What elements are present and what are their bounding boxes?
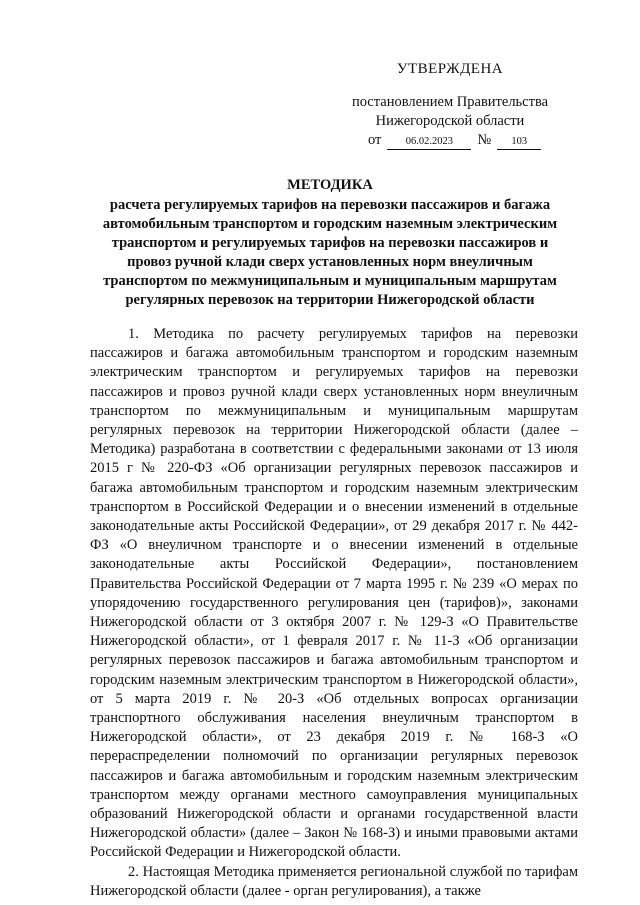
- approval-stamp: [330, 60, 570, 150]
- number-label: №: [477, 132, 492, 148]
- approval-date: 06.02.2023: [387, 135, 471, 150]
- approval-line-2: Нижегородской области: [375, 113, 525, 129]
- approval-date-row: [330, 131, 570, 150]
- from-label: от: [368, 132, 382, 148]
- approval-title: УТВЕРЖДЕНА: [396, 61, 504, 77]
- document-subtitle: расчета регулируемых тарифов на перевозки пассажиров и багажа автомобильным транспортом и городским наземным электрическим транспортом и регулируемых тарифов на перевозки пассажиров и провоз ручной клади сверх установленных норм внеуличным транспортом по межмуниципальным и муниципальным маршрутам регулярных перевозок на территории Нижегородской области: [102, 197, 558, 308]
- document-title-block: [90, 176, 570, 310]
- paragraph-1: 1. Методика по расчету регулируемых тарифов на перевозки пассажиров и багажа автомобильным транспортом и городским наземным электрическим транспортом и регулируемых тарифов на перевозки пассажиров и провоз ручной клади сверх установленных норм внеуличным транспортом по межмуниципальным и муниципальным маршрутам регулярных перевозок на территории Нижегородской области (далее – Методика) разработана в соответствии с федеральными законами от 13 июля 2015 г № 220-ФЗ «Об организации регулярных перевозок пассажиров и багажа автомобильным транспортом и городским наземным электрическим транспортом в Российской Федерации и о внесении изменений в отдельные законодательные акты Российской Федерации», от 29 декабря 2017 г. № 442-ФЗ «О внеуличном транспорте и о внесении изменений в отдельные законодательные акты Российской Федерации», постановлением Правительства Российской Федерации от 7 марта 1995 г. № 239 «О мерах по упорядочению государственного регулирования цен (тарифов)», законами Нижегородской области от 3 октября 2007 г. № 129-З «О Правительстве Нижегородской области», от 1 февраля 2017 г. № 11-З «Об организации регулярных перевозок пассажиров и багажа автомобильным транспортом и городским наземным электрическим транспортом в Нижегородской области», от 5 марта 2019 г. № 20-З «Об отдельных вопросах организации транспортного обслуживания населения внеуличным транспортом в Нижегородской области», от 23 декабря 2019 г. № 168-З «О перераспределении полномочий по организации регулярных перевозок пассажиров и багажа автомобильным и городским наземным электрическим транспортом между органами местного самоуправления муниципальных образований Нижегородской области и органами государственной власти Нижегородской области» (далее – Закон № 168-З) и иными правовыми актами Российской Федерации и Нижегородской области.: [90, 326, 578, 861]
- document-body: [90, 325, 578, 901]
- approval-line-1: постановлением Правительства: [351, 94, 549, 110]
- approval-number: 103: [497, 135, 541, 150]
- paragraph-2: 2. Настоящая Методика применяется региональной службой по тарифам Нижегородской области (далее - орган регулирования), а также: [90, 863, 578, 899]
- document-title: МЕТОДИКА: [287, 177, 373, 193]
